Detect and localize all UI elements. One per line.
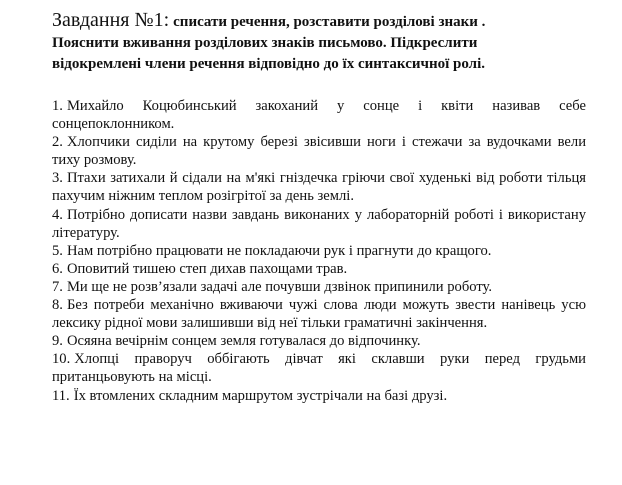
sentence-text: Птахи затихали й сідали на м'які гніздечка гріючи свої худенькі від роботи тільця пахучим ніжним теплом розігрітої за день землі.: [52, 170, 586, 205]
sentence-item: [52, 206, 586, 242]
sentence-text: Їх втомлених складним маршрутом зустрічали на базі друзі.: [73, 387, 448, 404]
sentence-text: Без потреби механічно вживаючи чужі слова люди можуть звести нанівець усю лексику рідної мови залишивши від неї тільки граматичні закінчення.: [52, 297, 586, 332]
sentence-item: [52, 169, 586, 205]
sentence-number: 8.: [52, 297, 63, 314]
sentence-item: [52, 278, 586, 296]
sentence-number: 1.: [52, 98, 63, 114]
sentence-item: [52, 97, 586, 133]
task-header: [52, 10, 586, 75]
sentence-number: 4.: [52, 206, 63, 223]
sentence-item: [52, 387, 586, 405]
sentence-number: 5.: [52, 242, 63, 259]
sentence-item: [52, 260, 586, 278]
task-instruction: списати речення, розставити розділові знаки .: [173, 14, 486, 30]
sentence-text: Потрібно дописати назви завдань виконаних у лабораторній роботі і використану літературу.: [52, 206, 586, 241]
sentence-list: [52, 97, 586, 405]
sentence-number: 9.: [52, 333, 63, 350]
sentence-item: [52, 133, 586, 169]
sentence-item: [52, 296, 586, 332]
sentence-number: 6.: [52, 260, 63, 277]
sentence-number: 2.: [52, 134, 63, 151]
sentence-item: [52, 242, 586, 260]
task-instruction-line-2: Пояснити вживання розділових знаків письмово. Підкреслити: [52, 35, 478, 51]
sentence-number: 10.: [52, 351, 71, 368]
sentence-text: Михайло Коцюбинський закоханий у сонце і квіти називав себе сонцепоклонником.: [52, 98, 586, 133]
sentence-text: Нам потрібно працювати не покладаючи рук і прагнути до кращого.: [66, 242, 492, 259]
sentence-text: Хлопці праворуч оббігають дівчат які склавши руки перед грудьми пританцьовують на місці.: [52, 351, 586, 386]
sentence-text: Ми ще не розв’язали задачі але почувши дзвінок припинили роботу.: [66, 278, 493, 295]
sentence-number: 11.: [52, 387, 70, 404]
task-title: Завдання №1:: [52, 9, 170, 31]
sentence-number: 7.: [52, 278, 63, 295]
sentence-number: 3.: [52, 170, 63, 187]
sentence-item: [52, 350, 586, 386]
task-instruction-line-3: відокремлені члени речення відповідно до їх синтаксичної ролі.: [52, 56, 486, 72]
sentence-text: Осяяна вечірнім сонцем земля готувалася до відпочинку.: [66, 333, 421, 350]
sentence-item: [52, 332, 586, 350]
sentence-text: Оповитий тишею степ дихав пахощами трав.: [66, 260, 348, 277]
sentence-text: Хлопчики сиділи на крутому березі звісивши ноги і стежачи за вудочками вели тиху розмову.: [52, 134, 586, 169]
